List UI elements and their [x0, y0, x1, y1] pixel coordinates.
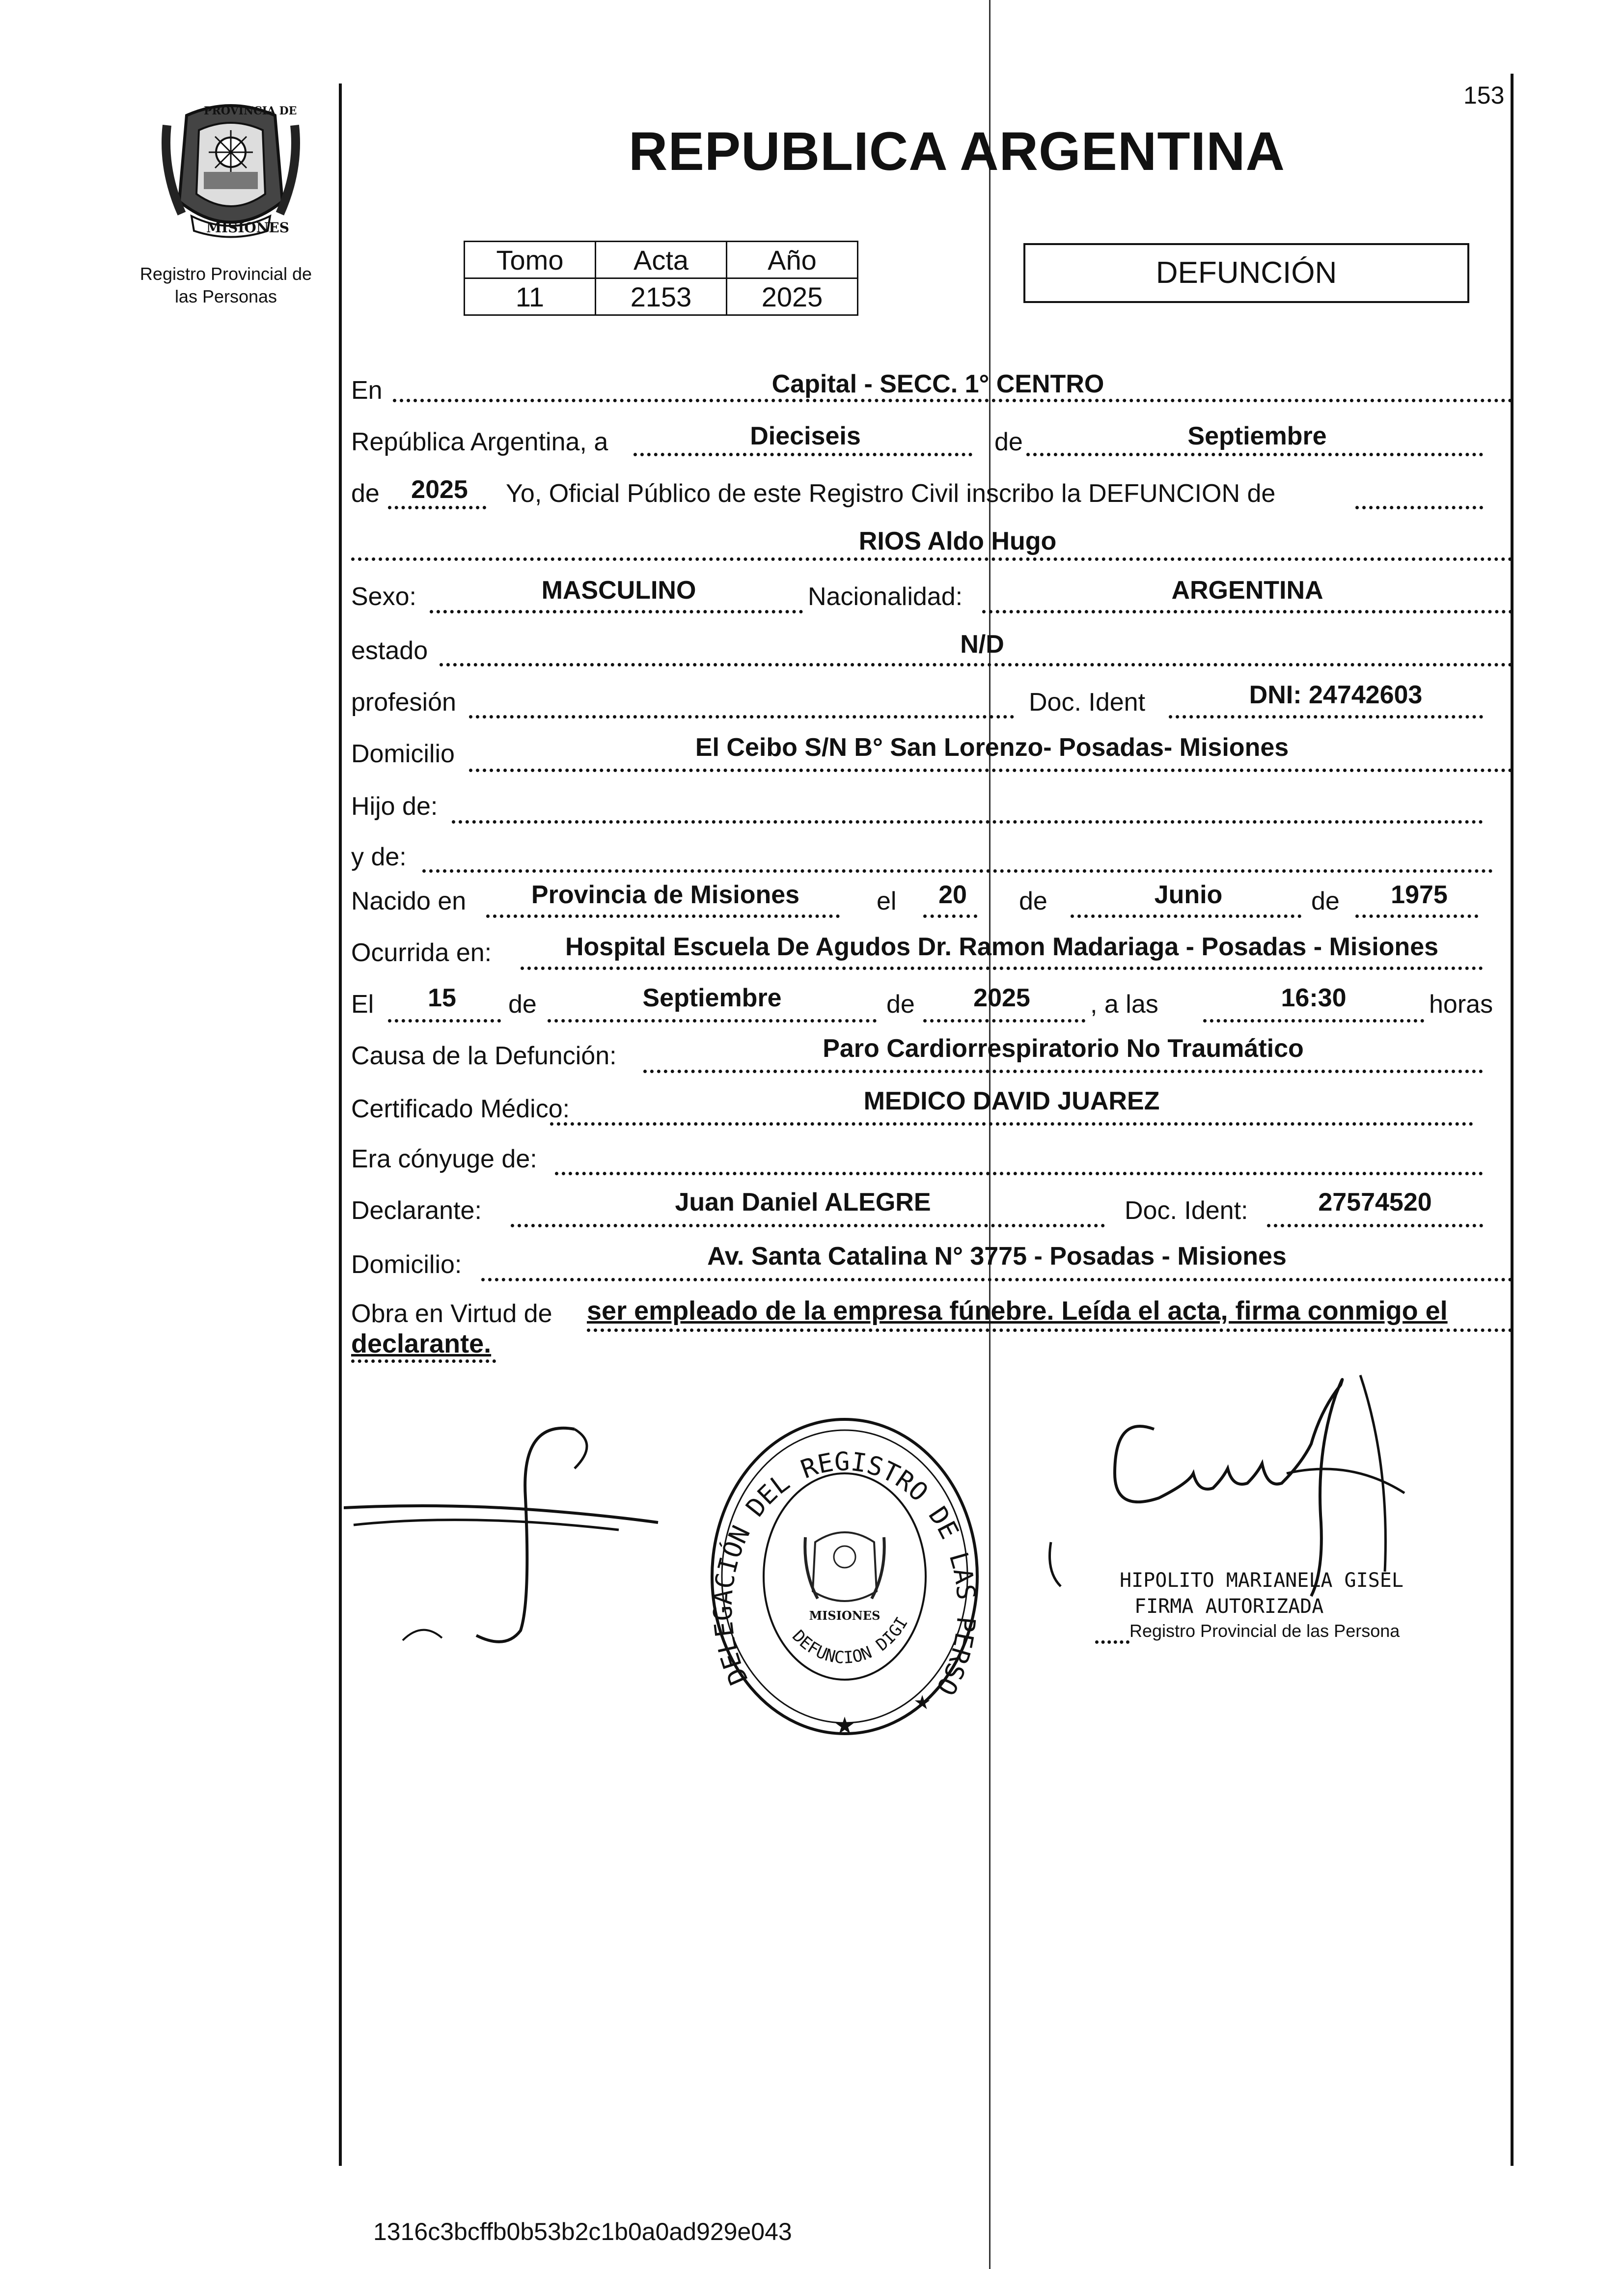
de5-label: de — [508, 990, 537, 1019]
yde-label: y de: — [351, 843, 407, 871]
nacionalidad-value: ARGENTINA — [1171, 576, 1323, 605]
year-line — [388, 506, 486, 509]
nacido-line — [486, 914, 840, 918]
official-stamp — [707, 1414, 982, 1758]
emblem-text-bottom: MISIONES — [206, 220, 289, 236]
acta-value-acta: 2153 — [596, 278, 727, 315]
profesion-line — [469, 715, 1014, 719]
stamp-center-text: MISIONES — [809, 1608, 881, 1623]
name-line — [351, 557, 1513, 561]
causa-value: Paro Cardiorrespiratorio No Traumático — [823, 1034, 1304, 1063]
obra-value-line2: declarante. — [351, 1329, 492, 1358]
certificado-line — [550, 1122, 1473, 1126]
nacido-value: Provincia de Misiones — [531, 881, 800, 909]
page-number: 153 — [1463, 82, 1505, 109]
republica-label: República Argentina, a — [351, 428, 608, 456]
estado-label: estado — [351, 636, 428, 665]
official-signature-office: Registro Provincial de las Persona — [1129, 1621, 1400, 1641]
horas-label: horas — [1429, 990, 1493, 1019]
acta-table-value-row — [465, 278, 858, 315]
document-hash: 1316c3bcffb0b53b2c1b0a0ad929e043 — [373, 2218, 792, 2245]
death-month-line — [548, 1019, 877, 1023]
acta-header-acta: Acta — [596, 242, 727, 278]
de-label: de — [994, 428, 1023, 456]
doc-ident-value: DNI: 24742603 — [1249, 681, 1423, 709]
doc-ident-label: Doc. Ident — [1029, 688, 1146, 717]
doc-ident-line — [1169, 715, 1483, 719]
domicilio2-label: Domicilio: — [351, 1250, 462, 1279]
svg-text:★: ★ — [913, 1691, 931, 1714]
provincial-emblem — [157, 96, 304, 243]
day-line — [633, 453, 972, 456]
en-value: Capital - SECC. 1° CENTRO — [771, 370, 1104, 398]
domicilio-label: Domicilio — [351, 740, 455, 768]
birth-day-line — [923, 914, 977, 918]
nacionalidad-label: Nacionalidad: — [808, 582, 963, 611]
stamp-inner-text: DEFUNCION DIGI — [788, 1613, 912, 1668]
declarante-signature — [344, 1424, 678, 1670]
certificado-value: MEDICO DAVID JUAREZ — [863, 1087, 1160, 1115]
alas-label: , a las — [1090, 990, 1158, 1019]
doc-ident2-line — [1267, 1224, 1483, 1227]
death-day: 15 — [428, 984, 456, 1012]
day-value: Dieciseis — [750, 422, 861, 450]
document-title: REPUBLICA ARGENTINA — [629, 121, 1285, 182]
profesion-label: profesión — [351, 688, 456, 717]
yo-text: Yo, Oficial Público de este Registro Civil inscribo la DEFUNCION de — [506, 479, 1276, 508]
acta-value-ano: 2025 — [727, 278, 858, 315]
ocurrida-line — [521, 967, 1483, 970]
fold-line — [989, 0, 991, 2269]
de2-label: de — [351, 479, 380, 508]
domicilio2-line — [481, 1278, 1513, 1281]
official-signature — [1046, 1365, 1478, 1601]
death-time: 16:30 — [1281, 984, 1347, 1012]
en-line — [393, 399, 1513, 402]
birth-month-line — [1071, 914, 1301, 918]
domicilio2-value: Av. Santa Catalina N° 3775 - Posadas - Misiones — [707, 1242, 1287, 1271]
conyuge-line — [555, 1172, 1483, 1175]
deceased-name: RIOS Aldo Hugo — [858, 527, 1057, 555]
official-signature-name: HIPOLITO MARIANELA GISEL — [1120, 1569, 1404, 1592]
de4-label: de — [1311, 887, 1340, 915]
right-border-line — [1511, 74, 1514, 2166]
death-month: Septiembre — [642, 984, 782, 1012]
estado-value: N/D — [960, 630, 1004, 659]
year-value: 2025 — [411, 475, 468, 504]
sexo-value: MASCULINO — [541, 576, 696, 605]
obra-label: Obra en Virtud de — [351, 1300, 552, 1328]
el-label: el — [877, 887, 897, 915]
acta-header-ano: Año — [727, 242, 858, 278]
en-label: En — [351, 376, 383, 405]
causa-line — [643, 1070, 1483, 1073]
month-line — [1026, 453, 1483, 456]
sexo-label: Sexo: — [351, 582, 416, 611]
declarante-label: Declarante: — [351, 1196, 482, 1225]
ocurrida-label: Ocurrida en: — [351, 939, 492, 967]
yde-line — [422, 869, 1493, 873]
obra-value-line1: ser empleado de la empresa fúnebre. Leída el acta, firma conmigo el — [587, 1296, 1448, 1326]
declarante-line — [511, 1224, 1105, 1227]
emblem-text-top: PROVINCIA DE — [204, 105, 297, 117]
hijo-line — [452, 820, 1483, 824]
obra-line2 — [351, 1359, 496, 1363]
death-year: 2025 — [973, 984, 1030, 1012]
month-value: Septiembre — [1187, 422, 1327, 450]
nacionalidad-line — [982, 610, 1513, 613]
causa-label: Causa de la Defunción: — [351, 1042, 617, 1070]
acta-table — [464, 241, 858, 316]
ocurrida-value: Hospital Escuela De Agudos Dr. Ramon Madariaga - Posadas - Misiones — [565, 933, 1439, 961]
declarante-value: Juan Daniel ALEGRE — [675, 1188, 931, 1217]
death-time-line — [1203, 1019, 1424, 1023]
registry-label-line2: las Personas — [174, 286, 277, 306]
conyuge-label: Era cónyuge de: — [351, 1145, 537, 1173]
left-border-line — [339, 83, 342, 2166]
svg-text:★: ★ — [834, 1712, 855, 1740]
certificado-label: Certificado Médico: — [351, 1095, 570, 1123]
acta-header-tomo: Tomo — [465, 242, 596, 278]
nacido-label: Nacido en — [351, 887, 467, 915]
birth-year-line — [1355, 914, 1478, 918]
birth-month: Junio — [1154, 881, 1223, 909]
domicilio-line — [469, 769, 1513, 772]
registry-label — [123, 263, 329, 308]
domicilio-value: El Ceibo S/N B° San Lorenzo- Posadas- Misiones — [695, 733, 1289, 762]
hijo-label: Hijo de: — [351, 792, 438, 821]
sexo-line — [430, 610, 803, 613]
el2-label: El — [351, 990, 374, 1019]
birth-day: 20 — [938, 881, 967, 909]
acta-table-header-row — [465, 242, 858, 278]
official-signature-role: FIRMA AUTORIZADA — [1134, 1595, 1324, 1618]
document-type-box: DEFUNCIÓN — [1023, 243, 1469, 303]
acta-value-tomo: 11 — [465, 278, 596, 315]
death-year-line — [923, 1019, 1085, 1023]
de6-label: de — [886, 990, 915, 1019]
stamp-ring-text: DELEGACIÓN DEL REGISTRO DE LAS PERSO — [708, 1447, 981, 1700]
birth-year: 1975 — [1391, 881, 1448, 909]
registry-label-line1: Registro Provincial de — [139, 264, 312, 284]
de3-label: de — [1019, 887, 1047, 915]
death-day-line — [388, 1019, 501, 1023]
estado-line — [440, 663, 1513, 666]
doc-ident2-value: 27574520 — [1318, 1188, 1432, 1217]
yo-line — [1355, 506, 1483, 509]
obra-line — [587, 1328, 1513, 1332]
official-signature-line — [1095, 1640, 1129, 1644]
doc-ident2-label: Doc. Ident: — [1125, 1196, 1248, 1225]
